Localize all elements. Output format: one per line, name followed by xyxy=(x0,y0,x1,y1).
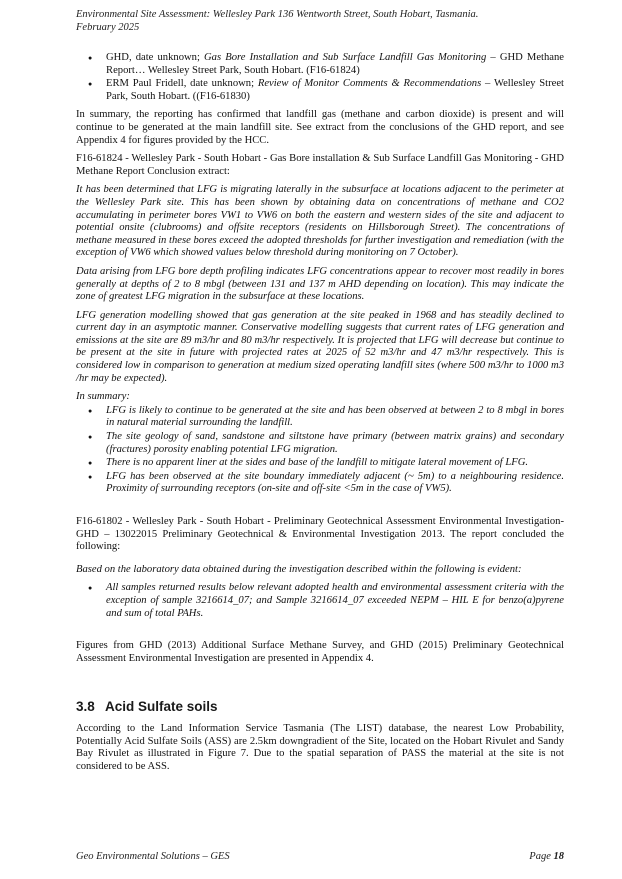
geotech-report-paragraph: F16-61802 - Wellesley Park - South Hobart - Preliminary Geotechnical Assessment Environmental Investigation- GHD – 13022015 Preliminary Geotechnical & Environmental Investigation 2013. The report concluded the following: xyxy=(76,516,564,553)
reference-item: ● GHD, date unknown; Gas Bore Installation and Sub Surface Landfill Gas Monitoring – GHD Methane Report… Wellesley Street Park, South Hobart. (F16-61824) xyxy=(106,52,564,77)
summary-bullet: ● There is no apparent liner at the sides and base of the landfill to mitigate lateral movement of LFG. xyxy=(106,457,564,470)
page-number: Page 18 xyxy=(529,851,564,862)
ghd-quote: LFG generation modelling showed that gas generation at the site peaked in 1968 and has steadily declined to current day in an asymptotic manner. Conservative modelling suggests that current rates of LFG generation and emissions at the site are 89 m3/hr and 80 m3/hr respectively. It is projected that LFG will decrease but continue to be present at the site in future with projected rates at 2025 of 52 m3/hr and 47 m3/hr respectively. This is considered low in comparison to generation at medium sized operating landfill sites (where 500 m3/hr to 1000 m3 /hr may be expected). xyxy=(76,309,564,384)
figures-paragraph: Figures from GHD (2013) Additional Surface Methane Survey, and GHD (2015) Preliminary Geotechnical Assessment Environmental Investigation are presented in Appendix 4. xyxy=(76,640,564,664)
page-footer xyxy=(76,851,564,862)
ghd-quote: It has been determined that LFG is migrating laterally in the subsurface at locations adjacent to the perimeter at the Wellesley Park site. This has been shown by obtaining data on concentrations of methane and CO2 accumulating in perimeter bores VW1 to VW6 on both the eastern and western sides of the site and adjacent to potential onsite (clubrooms) and offsite receptors (residents on Hillsborough Street). The concentrations of methane measured in these bores exceed the adopted thresholds for further investigation and remediation (with the exception of VW6 which showed values below threshold during monitoring on 7 October). xyxy=(76,184,564,259)
section-number: 3.8 xyxy=(76,699,95,715)
lab-data-intro: Based on the laboratory data obtained during the investigation described within the following is evident: xyxy=(76,563,522,575)
in-summary-label: In summary: xyxy=(76,391,130,403)
reference-item: ● ERM Paul Fridell, date unknown; Review of Monitor Comments & Recommendations – Wellesley Street Park, South Hobart. ((F16-61830) xyxy=(106,78,564,103)
ghd-report-heading: F16-61824 - Wellesley Park - South Hobart - Gas Bore installation & Sub Surface Landfill Gas Monitoring - GHD Methane Report Conclusion extract: xyxy=(76,153,564,177)
section-title: Acid Sulfate soils xyxy=(105,699,218,715)
summary-paragraph: In summary, the reporting has confirmed that landfill gas (methane and carbon dioxide) is present and will continue to be generated at the main landfill site. See extract from the conclusions of the GHD report, and see Appendix 4 for figures provided by the HCC. xyxy=(76,109,564,146)
lab-bullet: ● All samples returned results below relevant adopted health and environmental assessment criteria with the exception of sample 3216614_07; and Sample 3216614_07 exceeded NEPM – HIL E for benzo(a)pyrene and sum of total PAHs. xyxy=(106,582,564,620)
running-header xyxy=(76,8,566,34)
lab-bullets xyxy=(76,582,564,620)
page-body xyxy=(76,52,564,779)
section-heading xyxy=(76,701,564,714)
summary-bullet: ● The site geology of sand, sandstone and siltstone have primary (between matrix grains) and secondary (fractures) porosity enabling potential LFG migration. xyxy=(106,431,564,456)
summary-bullet: ● LFG has been observed at the site boundary immediately adjacent (~ 5m) to a neighbouring residence. Proximity of surrounding receptors (on-site and off-site <5m in the case of VW5). xyxy=(106,471,564,496)
summary-bullets xyxy=(76,405,564,496)
acid-sulfate-paragraph: According to the Land Information Service Tasmania (The LIST) database, the nearest Low Probability, Potentially Acid Sulfate Soils (ASS) are 2.5km downgradient of the Site, located on the Hobart Rivulet and Sandy Bay Rivulet as illustrated in Figure 7. Due to the spatial separation of PASS the material at the site is not considered to be ASS. xyxy=(76,722,564,772)
header-title: Environmental Site Assessment: Wellesley Park 136 Wentworth Street, South Hobart, Tasmania. xyxy=(76,9,479,20)
footer-company: Geo Environmental Solutions – GES xyxy=(76,851,230,862)
ghd-quote: Data arising from LFG bore depth profiling indicates LFG concentrations appear to recover most readily in bores generally at depths of 2 to 8 mbgl (between 131 and 137 m AHD depending on location). This may indicate the zone of greatest LFG migration in the subsurface at these locations. xyxy=(76,265,564,303)
summary-bullet: ● LFG is likely to continue to be generated at the site and has been observed at between 2 to 8 mbgl in bores in natural material surrounding the landfill. xyxy=(106,405,564,430)
header-date: February 2025 xyxy=(76,22,140,33)
reference-list xyxy=(76,52,564,103)
